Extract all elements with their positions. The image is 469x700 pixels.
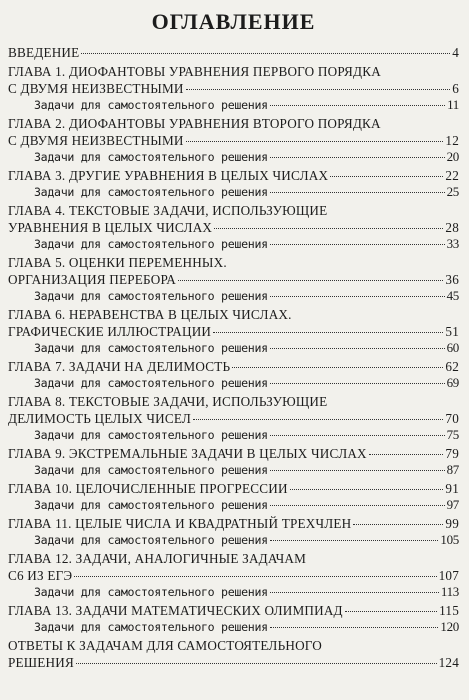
page-number: 60 xyxy=(446,340,459,355)
chapter-heading xyxy=(8,254,459,288)
toc-entry xyxy=(8,202,459,252)
subentry-row xyxy=(8,184,459,200)
dot-leader xyxy=(270,470,445,471)
subentry-row xyxy=(8,619,459,635)
chapter-title-line: ОТВЕТЫ К ЗАДАЧАМ ДЛЯ САМОСТОЯТЕЛЬНОГО xyxy=(8,638,323,653)
toc-entry xyxy=(8,393,459,443)
toc-entry xyxy=(8,480,459,513)
chapter-title-row xyxy=(8,271,459,288)
chapter-title-row xyxy=(8,602,459,619)
dot-leader xyxy=(193,419,443,420)
chapter-title-line: ГЛАВА 10. ЦЕЛОЧИСЛЕННЫЕ ПРОГРЕССИИ xyxy=(8,481,288,496)
subentry-label: Задачи для самостоятельного решения xyxy=(34,376,268,390)
exercises-subentry xyxy=(8,584,459,600)
dot-leader xyxy=(270,296,445,297)
exercises-subentry xyxy=(8,288,459,304)
dot-leader xyxy=(345,611,437,612)
page-number: 62 xyxy=(445,359,459,374)
page-number: 91 xyxy=(445,481,459,496)
page-number: 36 xyxy=(445,272,459,287)
chapter-title-line: ГЛАВА 5. ОЦЕНКИ ПЕРЕМЕННЫХ. xyxy=(8,255,227,270)
subentry-label: Задачи для самостоятельного решения xyxy=(34,341,268,355)
dot-leader xyxy=(353,524,443,525)
subentry-label: Задачи для самостоятельного решения xyxy=(34,185,268,199)
dot-leader xyxy=(270,157,445,158)
exercises-subentry xyxy=(8,184,459,200)
page-number: 25 xyxy=(446,184,459,199)
dot-leader xyxy=(290,489,444,490)
page-number: 97 xyxy=(446,497,459,512)
chapter-heading xyxy=(8,515,459,532)
chapter-title-line: ГЛАВА 9. ЭКСТРЕМАЛЬНЫЕ ЗАДАЧИ В ЦЕЛЫХ ЧИСЛАХ xyxy=(8,446,367,461)
dot-leader xyxy=(186,89,451,90)
exercises-subentry xyxy=(8,497,459,513)
toc-entry xyxy=(8,115,459,165)
chapter-title-line: ГЛАВА 11. ЦЕЛЫЕ ЧИСЛА И КВАДРАТНЫЙ ТРЕХЧЛЕН xyxy=(8,516,352,531)
subentry-label: Задачи для самостоятельного решения xyxy=(34,498,268,512)
chapter-title-line: ГЛАВА 4. ТЕКСТОВЫЕ ЗАДАЧИ, ИСПОЛЬЗУЮЩИЕ xyxy=(8,203,328,218)
page-number: 99 xyxy=(445,516,459,531)
chapter-title-line: ГЛАВА 3. ДРУГИЕ УРАВНЕНИЯ В ЦЕЛЫХ ЧИСЛАХ xyxy=(8,168,329,183)
subentry-label: Задачи для самостоятельного решения xyxy=(34,289,268,303)
subentry-row xyxy=(8,236,459,252)
toc-entry xyxy=(8,445,459,478)
page-number: 22 xyxy=(445,168,459,183)
chapter-title-line: С6 ИЗ ЕГЭ xyxy=(8,568,73,583)
page-number: 120 xyxy=(440,619,459,634)
dot-leader xyxy=(270,348,445,349)
toc-entry xyxy=(8,550,459,600)
dot-leader xyxy=(81,53,450,54)
subentry-row xyxy=(8,375,459,391)
page-number: 20 xyxy=(446,149,459,164)
dot-leader xyxy=(270,435,445,436)
chapter-heading xyxy=(8,167,459,184)
subentry-label: Задачи для самостоятельного решения xyxy=(34,428,268,442)
chapter-title-line: С ДВУМЯ НЕИЗВЕСТНЫМИ xyxy=(8,133,184,148)
chapter-title-line: С ДВУМЯ НЕИЗВЕСТНЫМИ xyxy=(8,81,184,96)
exercises-subentry xyxy=(8,532,459,548)
subentry-row xyxy=(8,149,459,165)
chapter-heading xyxy=(8,550,459,584)
page-number: 51 xyxy=(445,324,459,339)
exercises-subentry xyxy=(8,375,459,391)
subentry-row xyxy=(8,532,459,548)
subentry-label: Задачи для самостоятельного решения xyxy=(34,585,268,599)
page-number: 105 xyxy=(440,532,459,547)
page-number: 87 xyxy=(446,462,459,477)
chapter-title-row xyxy=(8,323,459,340)
chapter-heading xyxy=(8,44,459,61)
chapter-title-row xyxy=(8,219,459,236)
chapter-title-line: ГРАФИЧЕСКИЕ ИЛЛЮСТРАЦИИ xyxy=(8,324,212,339)
subentry-row xyxy=(8,97,459,113)
page-number: 69 xyxy=(446,375,459,390)
chapter-title-row xyxy=(8,567,459,584)
page-number: 12 xyxy=(445,133,459,148)
dot-leader xyxy=(178,280,443,281)
chapter-heading xyxy=(8,602,459,619)
subentry-label: Задачи для самостоятельного решения xyxy=(34,463,268,477)
chapter-title-row xyxy=(8,480,459,497)
chapter-heading xyxy=(8,637,459,671)
toc-entry xyxy=(8,167,459,200)
page-number: 70 xyxy=(445,411,459,426)
chapter-heading xyxy=(8,306,459,340)
subentry-label: Задачи для самостоятельного решения xyxy=(34,150,268,164)
exercises-subentry xyxy=(8,462,459,478)
table-of-contents xyxy=(8,44,459,671)
chapter-title-line: ВВЕДЕНИЕ xyxy=(8,45,80,60)
toc-entry xyxy=(8,44,459,61)
dot-leader xyxy=(213,332,443,333)
dot-leader xyxy=(270,105,445,106)
chapter-title-row xyxy=(8,80,459,97)
subentry-label: Задачи для самостоятельного решения xyxy=(34,237,268,251)
chapter-heading xyxy=(8,202,459,236)
toc-entry xyxy=(8,515,459,548)
chapter-title-line: ГЛАВА 8. ТЕКСТОВЫЕ ЗАДАЧИ, ИСПОЛЬЗУЮЩИЕ xyxy=(8,394,328,409)
dot-leader xyxy=(232,367,443,368)
toc-entry xyxy=(8,637,459,671)
chapter-title-row xyxy=(8,358,459,375)
chapter-title-row xyxy=(8,44,459,61)
subentry-row xyxy=(8,462,459,478)
dot-leader xyxy=(270,244,445,245)
subentry-row xyxy=(8,584,459,600)
page-number: 113 xyxy=(440,584,459,599)
chapter-title-line: ГЛАВА 7. ЗАДАЧИ НА ДЕЛИМОСТЬ xyxy=(8,359,231,374)
subentry-label: Задачи для самостоятельного решения xyxy=(34,620,268,634)
exercises-subentry xyxy=(8,236,459,252)
dot-leader xyxy=(270,540,439,541)
chapter-title-row xyxy=(8,167,459,184)
dot-leader xyxy=(74,576,436,577)
chapter-title-row xyxy=(8,515,459,532)
dot-leader xyxy=(76,663,437,664)
chapter-title-line: ГЛАВА 12. ЗАДАЧИ, АНАЛОГИЧНЫЕ ЗАДАЧАМ xyxy=(8,551,306,566)
page-number: 45 xyxy=(446,288,459,303)
chapter-title-row xyxy=(8,654,459,671)
chapter-title-line: УРАВНЕНИЯ В ЦЕЛЫХ ЧИСЛАХ xyxy=(8,220,213,235)
toc-entry xyxy=(8,63,459,113)
exercises-subentry xyxy=(8,340,459,356)
exercises-subentry xyxy=(8,619,459,635)
chapter-title-line: ГЛАВА 2. ДИОФАНТОВЫ УРАВНЕНИЯ ВТОРОГО ПОРЯДКА xyxy=(8,116,381,131)
page-number: 6 xyxy=(452,81,459,96)
subentry-label: Задачи для самостоятельного решения xyxy=(34,98,268,112)
chapter-heading xyxy=(8,115,459,149)
chapter-heading xyxy=(8,63,459,97)
page-number: 107 xyxy=(438,568,459,583)
chapter-heading xyxy=(8,393,459,427)
toc-entry xyxy=(8,602,459,635)
page-title: ОГЛАВЛЕНИЕ xyxy=(151,9,316,34)
chapter-title-row xyxy=(8,445,459,462)
chapter-title-line: ГЛАВА 1. ДИОФАНТОВЫ УРАВНЕНИЯ ПЕРВОГО ПОРЯДКА xyxy=(8,64,381,79)
page-number: 33 xyxy=(446,236,459,251)
page-number: 75 xyxy=(446,427,459,442)
dot-leader xyxy=(330,176,443,177)
chapter-title-row xyxy=(8,410,459,427)
page-number: 79 xyxy=(445,446,459,461)
toc-entry xyxy=(8,306,459,356)
exercises-subentry xyxy=(8,97,459,113)
exercises-subentry xyxy=(8,149,459,165)
exercises-subentry xyxy=(8,427,459,443)
page-number: 28 xyxy=(445,220,459,235)
toc-entry xyxy=(8,358,459,391)
subentry-row xyxy=(8,340,459,356)
chapter-heading xyxy=(8,445,459,462)
dot-leader xyxy=(186,141,444,142)
toc-entry xyxy=(8,254,459,304)
subentry-label: Задачи для самостоятельного решения xyxy=(34,533,268,547)
chapter-title-line: РЕШЕНИЯ xyxy=(8,655,74,670)
chapter-heading xyxy=(8,480,459,497)
dot-leader xyxy=(270,627,439,628)
dot-leader xyxy=(270,592,439,593)
subentry-row xyxy=(8,288,459,304)
chapter-title-line: ОРГАНИЗАЦИЯ ПЕРЕБОРА xyxy=(8,272,177,287)
chapter-title-line: ГЛАВА 6. НЕРАВЕНСТВА В ЦЕЛЫХ ЧИСЛАХ. xyxy=(8,307,292,322)
chapter-title-line: ДЕЛИМОСТЬ ЦЕЛЫХ ЧИСЕЛ xyxy=(8,411,192,426)
page-number: 4 xyxy=(452,45,459,60)
chapter-title-row xyxy=(8,132,459,149)
chapter-title-line: ГЛАВА 13. ЗАДАЧИ МАТЕМАТИЧЕСКИХ ОЛИМПИАД xyxy=(8,603,343,618)
dot-leader xyxy=(270,505,445,506)
page-number: 124 xyxy=(438,655,459,670)
subentry-row xyxy=(8,497,459,513)
page-number: 115 xyxy=(439,603,459,618)
dot-leader xyxy=(369,454,444,455)
dot-leader xyxy=(214,228,443,229)
dot-leader xyxy=(270,383,445,384)
dot-leader xyxy=(270,192,445,193)
page-number: 11 xyxy=(447,97,459,112)
chapter-heading xyxy=(8,358,459,375)
subentry-row xyxy=(8,427,459,443)
